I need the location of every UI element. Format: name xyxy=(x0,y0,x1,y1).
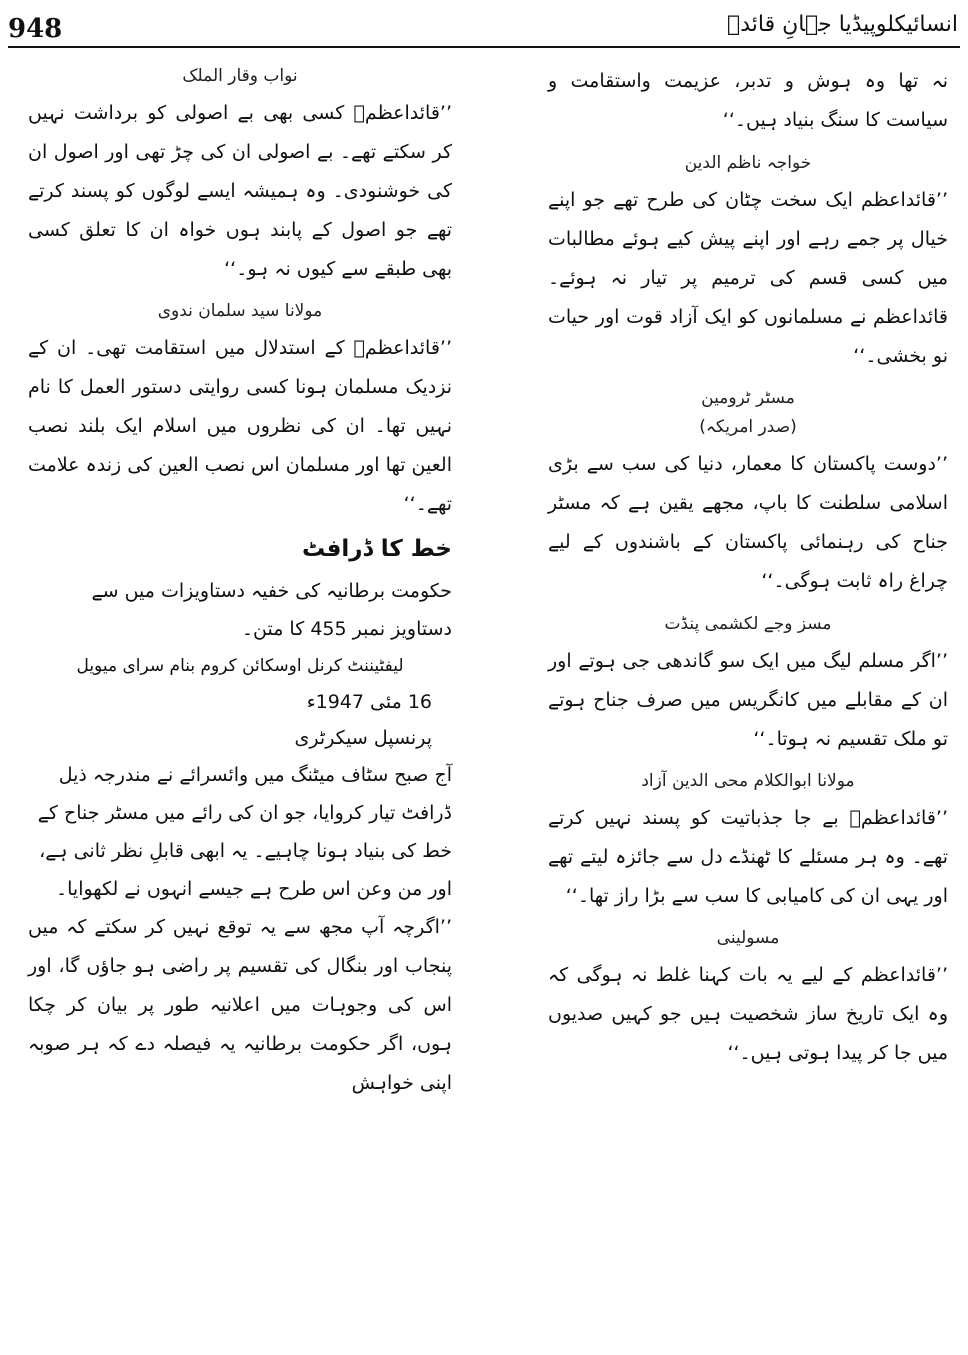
draft-section xyxy=(28,536,452,1103)
letter-quote: ’’اگرچہ آپ مجھ سے یہ توقع نہیں کر سکتے کہ میں پنجاب اور بنگال کی تقسیم پر راضی ہو جاؤں گا، اور اس کی وجوہات میں اعلانیہ طور پر بیان کر چکا ہوں، اگر حکومت برطانیہ یہ فیصلہ دے کہ ہر صوبہ اپنی خواہش xyxy=(28,916,452,1094)
quote-section xyxy=(548,62,948,140)
left-column xyxy=(28,62,452,1115)
quote-text: ’’قائداعظم کے لیے یہ بات کہنا غلط نہ ہوگی کہ وہ ایک تاریخ ساز شخصیت ہیں جو کہیں صدیوں میں جا کر پیدا ہوتی ہیں۔‘‘ xyxy=(548,964,948,1064)
letter-subject: لیفٹیننٹ کرنل اوسکائن کروم بنام سرای میویل xyxy=(76,656,404,676)
quote-text: ’’دوست پاکستان کا معمار، دنیا کی سب سے بڑی اسلامی سلطنت کا باپ، مجھے یقین ہے کہ مسٹر جناح کی رہنمائی پاکستان کے باشندوں کے لیے چراغ راہ ثابت ہوگی۔‘‘ xyxy=(548,453,948,592)
speaker-name: مسٹر ٹرومین xyxy=(701,388,795,408)
speaker-name: مسولینی xyxy=(716,928,780,948)
quote-text: ’’قائداعظمؒ بے جا جذباتیت کو پسند نہیں کرتے تھے۔ وہ ہر مسئلے کا ٹھنڈے دل سے جائزہ لیتے تھے اور یہی ان کی کامیابی کا سب سے بڑا راز تھا۔‘‘ xyxy=(548,807,948,907)
quote-section xyxy=(548,771,948,916)
quote-section xyxy=(548,388,948,601)
quote-text: ’’قائداعظمؒ کسی بھی بے اصولی کو برداشت نہیں کر سکتے تھے۔ بے اصولی ان کی چڑ تھی اور اصول ان کی خوشنودی۔ وہ ہمیشہ ایسے لوگوں کو پسند کرتے تھے جو اصول کے پابند ہوں خواہ ان کا تعلق کسی بھی طبقے سے کیوں نہ ہو۔‘‘ xyxy=(28,102,452,280)
speaker-name: نواب وقار الملک xyxy=(182,66,298,86)
draft-intro: حکومت برطانیہ کی خفیہ دستاویزات میں سے دستاویز نمبر 455 کا متن۔ xyxy=(91,580,452,640)
right-column xyxy=(548,62,948,1085)
quote-section xyxy=(28,301,452,524)
speaker-name: خواجہ ناظم الدین xyxy=(684,153,812,173)
header-divider xyxy=(8,46,960,48)
letter-salutation: پرنسپل سیکرٹری xyxy=(294,727,432,749)
quote-section xyxy=(548,928,948,1073)
running-title: انسائیکلوپیڈیا جہانِ قائدؒ xyxy=(727,12,958,37)
speaker-title: (صدر امریکہ) xyxy=(699,417,797,437)
quote-text: ’’قائداعظمؒ کے استدلال میں استقامت تھی۔ ان کے نزدیک مسلمان ہونا کسی روایتی دستور العمل کا نام نہیں تھا۔ ان کی نظروں میں اسلام ایک بلند نصب العین تھا اور مسلمان اس نصب العین کی زندہ علامت تھے۔‘‘ xyxy=(28,337,452,515)
speaker-name: مولانا سید سلمان ندوی xyxy=(157,301,323,321)
quote-text: نہ تھا وہ ہوش و تدبر، عزیمت واستقامت و سیاست کا سنگ بنیاد ہیں۔‘‘ xyxy=(548,70,948,131)
quote-section xyxy=(548,152,948,376)
quote-section xyxy=(28,66,452,289)
speaker-name: مولانا ابوالکلام محی الدین آزاد xyxy=(641,771,855,791)
page-header xyxy=(0,0,968,52)
quote-text: ’’اگر مسلم لیگ میں ایک سو گاندھی جی ہوتے اور ان کے مقابلے میں کانگریس میں صرف جناح ہوتے تو ملک تقسیم نہ ہوتا۔‘‘ xyxy=(548,650,948,750)
speaker-name: مسز وجے لکشمی پنڈت xyxy=(664,614,832,634)
section-heading: خط کا ڈرافٹ xyxy=(301,536,452,562)
quote-text: ’’قائداعظم ایک سخت چٹان کی طرح تھے جو اپنے خیال پر جمے رہے اور اپنے پیش کیے ہوئے مطالبات میں کسی قسم کی ترمیم پر تیار نہ ہوئے۔ قائداعظم نے مسلمانوں کو ایک آزاد قوت اور حیات نو بخشی۔‘‘ xyxy=(548,189,948,367)
letter-date: 16 مئی 1947ء xyxy=(306,691,432,713)
page-number: 948 xyxy=(8,14,63,44)
quote-section xyxy=(548,613,948,759)
letter-body: آج صبح سٹاف میٹنگ میں وائسرائے نے مندرجہ ذیل ڈرافٹ تیار کروایا، جو ان کی رائے میں مسٹر جناح کے خط کی بنیاد ہونا چاہیے۔ یہ ابھی قابلِ نظر ثانی ہے، اور من وعن اس طرح ہے جیسے انہوں نے لکھوایا۔ xyxy=(37,764,452,900)
